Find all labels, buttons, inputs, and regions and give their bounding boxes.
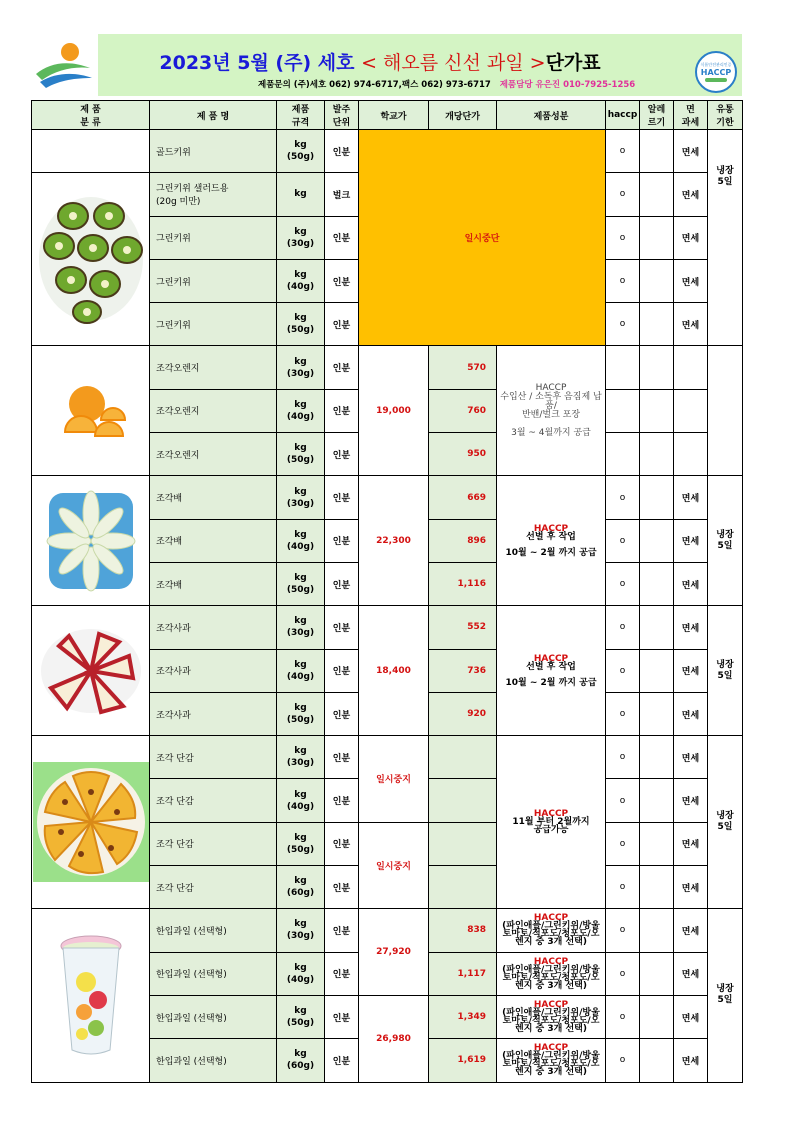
unit-price: 950 xyxy=(429,433,497,476)
order-unit: 인분 xyxy=(325,692,359,735)
allergy-cell xyxy=(640,259,674,302)
allergy-cell xyxy=(640,952,674,995)
fruit-cup-icon xyxy=(56,930,126,1060)
shelf-life: 냉장 5일 xyxy=(708,909,743,1082)
product-spec: kg (50g) xyxy=(277,562,325,605)
unit-price xyxy=(429,736,497,779)
product-name: 그린키위 xyxy=(150,303,277,346)
haccp-cell xyxy=(606,389,640,432)
allergy-cell xyxy=(640,606,674,649)
tax-cell: 면세 xyxy=(674,692,708,735)
product-name: 조각 단감 xyxy=(150,779,277,822)
allergy-cell xyxy=(640,389,674,432)
school-price: 26,980 xyxy=(359,995,429,1082)
product-name: 한입과일 (선택형) xyxy=(150,952,277,995)
product-spec: kg (30g) xyxy=(277,606,325,649)
composition-haccp: HACCP xyxy=(533,653,569,664)
school-price: 18,400 xyxy=(359,606,429,736)
tax-cell: 면세 xyxy=(674,562,708,605)
composition-haccp: HACCP xyxy=(533,956,569,967)
composition-cell xyxy=(497,952,606,995)
unit-price: 920 xyxy=(429,692,497,735)
composition-cell: HACCP 수입산 / 소독후 음짐제 납품/ 반밴/벌크 포장 3월 ~ 4월까지 공급 xyxy=(497,346,606,476)
haccp-mark: o xyxy=(606,909,640,952)
allergy-cell xyxy=(640,130,674,173)
order-unit: 인분 xyxy=(325,909,359,952)
product-spec: kg (40g) xyxy=(277,389,325,432)
col-spec: 제품 규격 xyxy=(277,101,325,130)
sun-wave-logo-icon xyxy=(30,34,98,96)
product-name: 조각 단감 xyxy=(150,866,277,909)
document-title xyxy=(120,48,640,75)
order-unit: 인분 xyxy=(325,303,359,346)
col-haccp: haccp xyxy=(606,101,640,130)
allergy-cell xyxy=(640,519,674,562)
tax-cell: 면세 xyxy=(674,736,708,779)
shelf-life xyxy=(708,346,743,476)
title-date-company: 2023년 5월 (주) 세호 xyxy=(159,52,362,74)
table-row xyxy=(32,909,743,952)
tax-cell: 면세 xyxy=(674,606,708,649)
shelf-life: 냉장 5일 xyxy=(708,736,743,909)
allergy-cell xyxy=(640,866,674,909)
school-price: 27,920 xyxy=(359,909,429,996)
product-spec: kg xyxy=(277,173,325,216)
school-price: 22,300 xyxy=(359,476,429,606)
haccp-mark: o xyxy=(606,736,640,779)
kiwi-photo xyxy=(32,173,150,346)
order-unit: 인분 xyxy=(325,389,359,432)
product-spec: kg (40g) xyxy=(277,649,325,692)
tax-cell: 면세 xyxy=(674,649,708,692)
tax-cell: 면세 xyxy=(674,173,708,216)
product-name: 조각배 xyxy=(150,562,277,605)
tax-cell: 면세 xyxy=(674,216,708,259)
haccp-mark: o xyxy=(606,303,640,346)
school-price: 19,000 xyxy=(359,346,429,476)
table-row xyxy=(32,736,743,779)
tax-cell: 면세 xyxy=(674,303,708,346)
tax-cell: 면세 xyxy=(674,779,708,822)
product-name: 그린키위 xyxy=(150,259,277,302)
order-unit: 인분 xyxy=(325,562,359,605)
product-spec: kg (30g) xyxy=(277,346,325,389)
order-unit: 인분 xyxy=(325,649,359,692)
allergy-cell xyxy=(640,736,674,779)
order-unit: 인분 xyxy=(325,346,359,389)
col-tax: 면 과세 xyxy=(674,101,708,130)
haccp-mark: o xyxy=(606,866,640,909)
pear-photo xyxy=(32,476,150,606)
contact-info: 제품문의 (주)세호 062) 974-6717,팩스 062) 973-6717 xyxy=(258,80,491,90)
unit-price: 669 xyxy=(429,476,497,519)
haccp-mark: o xyxy=(606,952,640,995)
haccp-badge-icon xyxy=(695,51,737,93)
product-spec: kg (50g) xyxy=(277,433,325,476)
order-unit: 인분 xyxy=(325,1039,359,1082)
product-spec: kg (40g) xyxy=(277,952,325,995)
haccp-cell xyxy=(606,433,640,476)
allergy-cell xyxy=(640,303,674,346)
product-name: 한입과일 (선택형) xyxy=(150,909,277,952)
unit-price xyxy=(429,822,497,865)
product-spec: kg (50g) xyxy=(277,995,325,1038)
page-header xyxy=(30,34,742,96)
badge-label: HACCP xyxy=(700,68,732,77)
product-name: 조각 단감 xyxy=(150,736,277,779)
haccp-mark: o xyxy=(606,259,640,302)
haccp-mark: o xyxy=(606,649,640,692)
composition-note: (파인애플/그린키위/방울토마토/적포도/청포도/오렌지 중 3개 선택) xyxy=(502,1008,600,1035)
tax-cell xyxy=(674,346,708,389)
product-spec: kg (40g) xyxy=(277,259,325,302)
col-shelf-life: 유통 기한 xyxy=(708,101,743,130)
allergy-cell xyxy=(640,433,674,476)
pear-icon xyxy=(41,483,141,599)
manager-info: 제품담당 유은진 010-7925-1256 xyxy=(499,80,636,90)
haccp-mark: o xyxy=(606,606,640,649)
allergy-cell xyxy=(640,779,674,822)
allergy-cell xyxy=(640,476,674,519)
product-name: 조각사과 xyxy=(150,606,277,649)
product-name: 그린키위 xyxy=(150,216,277,259)
unit-price: 570 xyxy=(429,346,497,389)
col-composition: 제품성분 xyxy=(497,101,606,130)
order-unit: 인분 xyxy=(325,433,359,476)
unit-price: 1,117 xyxy=(429,952,497,995)
col-unit: 발주 단위 xyxy=(325,101,359,130)
order-unit: 인분 xyxy=(325,866,359,909)
composition-cell xyxy=(497,606,606,736)
composition-cell xyxy=(497,995,606,1038)
order-unit: 인분 xyxy=(325,779,359,822)
tax-cell: 면세 xyxy=(674,952,708,995)
haccp-mark: o xyxy=(606,1039,640,1082)
order-unit: 인분 xyxy=(325,952,359,995)
col-allergy: 알레 르기 xyxy=(640,101,674,130)
persimmon-icon xyxy=(33,762,149,882)
allergy-cell xyxy=(640,1039,674,1082)
unit-price: 1,349 xyxy=(429,995,497,1038)
product-spec: kg (50g) xyxy=(277,130,325,173)
orange-icon xyxy=(51,376,131,446)
haccp-mark: o xyxy=(606,995,640,1038)
product-name: 조각사과 xyxy=(150,692,277,735)
shelf-life: 냉장 5일 xyxy=(708,606,743,736)
tax-cell: 면세 xyxy=(674,1039,708,1082)
order-unit: 인분 xyxy=(325,519,359,562)
product-spec: kg (50g) xyxy=(277,692,325,735)
order-unit: 인분 xyxy=(325,259,359,302)
product-name: 한입과일 (선택형) xyxy=(150,995,277,1038)
composition-haccp: HACCP xyxy=(533,809,569,820)
tax-cell: 면세 xyxy=(674,866,708,909)
composition-note: 11월 부터 2월까지 공급가능 xyxy=(512,817,590,836)
product-spec: kg (60g) xyxy=(277,866,325,909)
allergy-cell xyxy=(640,995,674,1038)
composition-haccp: HACCP xyxy=(533,1000,569,1011)
haccp-mark: o xyxy=(606,692,640,735)
product-spec: kg (60g) xyxy=(277,1039,325,1082)
apple-photo xyxy=(32,606,150,736)
apple-icon xyxy=(39,626,143,716)
category-cell xyxy=(32,130,150,173)
composition-cell xyxy=(497,1039,606,1082)
title-brand: < 해오름 신선 과일 > xyxy=(361,52,546,74)
order-unit: 인분 xyxy=(325,822,359,865)
order-unit: 인분 xyxy=(325,736,359,779)
tax-cell: 면세 xyxy=(674,476,708,519)
col-unit-price: 개당단가 xyxy=(429,101,497,130)
order-unit: 인분 xyxy=(325,216,359,259)
badge-caption: 식품안전관리인증 xyxy=(700,62,732,67)
allergy-cell xyxy=(640,822,674,865)
haccp-cell xyxy=(606,346,640,389)
table-row xyxy=(32,130,743,173)
price-table xyxy=(31,100,743,1083)
unit-price xyxy=(429,779,497,822)
product-name: 조각배 xyxy=(150,519,277,562)
order-unit: 인분 xyxy=(325,995,359,1038)
unit-price: 552 xyxy=(429,606,497,649)
tax-cell xyxy=(674,433,708,476)
unit-price: 736 xyxy=(429,649,497,692)
allergy-cell xyxy=(640,173,674,216)
product-name: 조각사과 xyxy=(150,649,277,692)
order-unit: 벌크 xyxy=(325,173,359,216)
persimmon-photo xyxy=(32,736,150,909)
allergy-cell xyxy=(640,216,674,259)
composition-note: 선별 후 작업 10월 ~ 2월 까지 공급 xyxy=(505,661,597,688)
table-row xyxy=(32,346,743,389)
allergy-cell xyxy=(640,692,674,735)
unit-price xyxy=(429,866,497,909)
order-unit: 인분 xyxy=(325,130,359,173)
product-spec: kg (50g) xyxy=(277,822,325,865)
product-spec: kg (30g) xyxy=(277,476,325,519)
kiwi-suspended-notice: 일시중단 xyxy=(359,130,606,346)
persimmon-suspended-notice: 일시중지 xyxy=(359,736,429,823)
product-spec: kg (30g) xyxy=(277,909,325,952)
composition-haccp: HACCP xyxy=(533,523,569,534)
table-header-row xyxy=(32,101,743,130)
table-row xyxy=(32,476,743,519)
unit-price: 838 xyxy=(429,909,497,952)
composition-haccp: HACCP xyxy=(533,1043,569,1054)
composition-note: (파인애플/그린키위/방울토마토/적포도/청포도/오렌지 중 3개 선택) xyxy=(502,964,600,991)
shelf-life: 냉장 5일 xyxy=(708,130,743,346)
col-name: 제 품 명 xyxy=(150,101,277,130)
composition-note: (파인애플/그린키위/방울토마토/적포도/청포도/오렌지 중 3개 선택) xyxy=(502,1051,600,1078)
product-name: 조각오렌지 xyxy=(150,389,277,432)
haccp-mark: o xyxy=(606,130,640,173)
fruit-cup-photo xyxy=(32,909,150,1082)
product-name: 한입과일 (선택형) xyxy=(150,1039,277,1082)
product-spec: kg (50g) xyxy=(277,303,325,346)
tax-cell: 면세 xyxy=(674,519,708,562)
haccp-mark: o xyxy=(606,173,640,216)
tax-cell: 면세 xyxy=(674,259,708,302)
product-spec: kg (30g) xyxy=(277,736,325,779)
haccp-mark: o xyxy=(606,216,640,259)
composition-cell xyxy=(497,476,606,606)
allergy-cell xyxy=(640,562,674,605)
table-row xyxy=(32,606,743,649)
unit-price: 1,116 xyxy=(429,562,497,605)
tax-cell: 면세 xyxy=(674,995,708,1038)
unit-price: 896 xyxy=(429,519,497,562)
composition-note: (파인애플/그린키위/방울토마토/적포도/청포도/오렌지 중 3개 선택) xyxy=(502,921,600,948)
product-name: 조각배 xyxy=(150,476,277,519)
order-unit: 인분 xyxy=(325,476,359,519)
shelf-life: 냉장 5일 xyxy=(708,476,743,606)
allergy-cell xyxy=(640,649,674,692)
composition-note: 선별 후 작업 10월 ~ 2월 까지 공급 xyxy=(505,531,597,558)
product-name: 조각오렌지 xyxy=(150,346,277,389)
product-spec: kg (30g) xyxy=(277,216,325,259)
orange-photo xyxy=(32,346,150,476)
unit-price: 1,619 xyxy=(429,1039,497,1082)
allergy-cell xyxy=(640,346,674,389)
title-price-list: 단가표 xyxy=(545,52,601,74)
haccp-mark: o xyxy=(606,519,640,562)
product-name: 골드키위 xyxy=(150,130,277,173)
haccp-mark: o xyxy=(606,822,640,865)
composition-cell xyxy=(497,909,606,952)
haccp-mark: o xyxy=(606,779,640,822)
allergy-cell xyxy=(640,909,674,952)
product-name: 그린키위 샐러드용 (20g 미만) xyxy=(150,173,277,216)
tax-cell: 면세 xyxy=(674,822,708,865)
product-spec: kg (40g) xyxy=(277,519,325,562)
tax-cell xyxy=(674,389,708,432)
tax-cell: 면세 xyxy=(674,130,708,173)
unit-price: 760 xyxy=(429,389,497,432)
company-logo xyxy=(30,34,98,96)
persimmon-suspended-notice: 일시중지 xyxy=(359,822,429,909)
order-unit: 인분 xyxy=(325,606,359,649)
col-category: 제 품 분 류 xyxy=(32,101,150,130)
contact-line xyxy=(258,78,635,90)
tax-cell: 면세 xyxy=(674,909,708,952)
product-spec: kg (40g) xyxy=(277,779,325,822)
haccp-mark: o xyxy=(606,562,640,605)
kiwi-icon xyxy=(35,184,147,334)
composition-cell xyxy=(497,736,606,909)
product-name: 조각오렌지 xyxy=(150,433,277,476)
composition-haccp: HACCP xyxy=(533,913,569,924)
product-name: 조각 단감 xyxy=(150,822,277,865)
haccp-mark: o xyxy=(606,476,640,519)
col-school-price: 학교가 xyxy=(359,101,429,130)
